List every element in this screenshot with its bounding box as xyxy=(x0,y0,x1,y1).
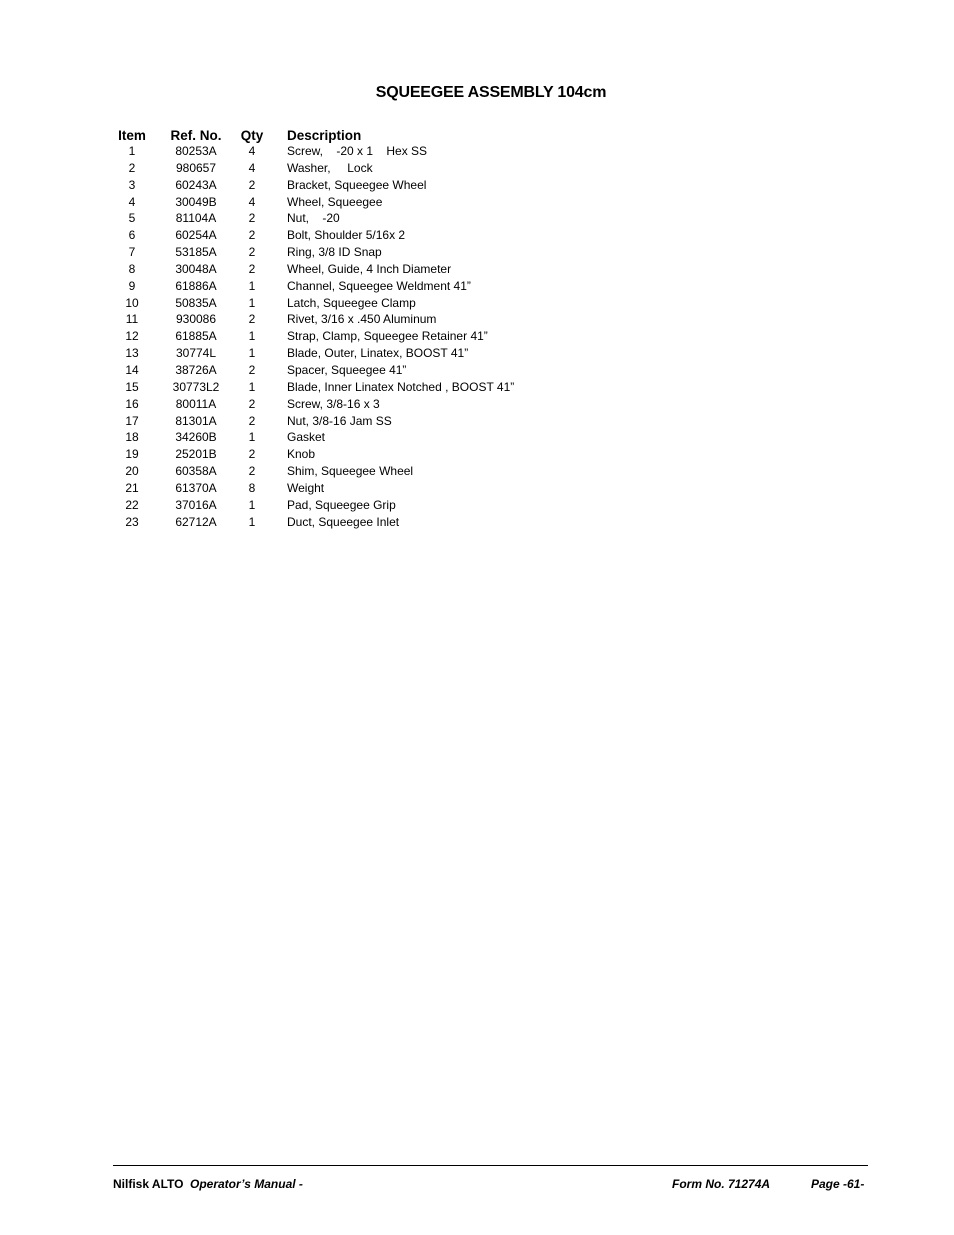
cell-ref-no: 81301A xyxy=(175,413,217,428)
table-row xyxy=(110,514,514,531)
table-row xyxy=(110,396,514,413)
cell-qty: 1 xyxy=(248,430,256,445)
cell-ref-no: 53185A xyxy=(175,245,217,260)
cell-description: Strap, Clamp, Squeegee Retainer 41” xyxy=(287,329,488,344)
cell-item: 13 xyxy=(125,346,139,361)
footer-manual-title: Operator’s Manual - xyxy=(190,1177,303,1191)
footer-page-number: Page -61- xyxy=(811,1177,865,1191)
cell-ref-no: 30048A xyxy=(175,261,217,276)
table-row xyxy=(110,446,514,463)
cell-item: 20 xyxy=(125,464,139,479)
cell-qty: 2 xyxy=(248,396,256,411)
cell-ref-no: 61370A xyxy=(175,480,217,495)
table-row xyxy=(110,413,514,430)
cell-ref-no: 930086 xyxy=(175,312,217,327)
parts-table xyxy=(110,124,514,530)
cell-qty: 4 xyxy=(248,194,256,209)
cell-item: 23 xyxy=(125,514,139,529)
table-row xyxy=(110,160,514,177)
cell-item: 10 xyxy=(125,295,139,310)
cell-ref-no: 80253A xyxy=(175,144,217,158)
cell-item: 5 xyxy=(128,211,136,226)
cell-qty: 1 xyxy=(248,379,256,394)
cell-description: Channel, Squeegee Weldment 41” xyxy=(287,278,471,293)
cell-qty: 1 xyxy=(248,497,256,512)
table-row xyxy=(110,295,514,312)
header-item: Item xyxy=(118,128,146,143)
table-row xyxy=(110,244,514,261)
table-row xyxy=(110,278,514,295)
table-header-row xyxy=(110,124,514,143)
table-row xyxy=(110,177,514,194)
header-description: Description xyxy=(287,128,362,143)
cell-qty: 2 xyxy=(248,261,256,276)
cell-qty: 2 xyxy=(248,312,256,327)
cell-qty: 2 xyxy=(248,464,256,479)
cell-qty: 2 xyxy=(248,211,256,226)
cell-description: Nut, -20 xyxy=(287,211,340,226)
cell-description: Washer, Lock xyxy=(287,160,373,175)
cell-ref-no: 60254A xyxy=(175,228,217,243)
table-row xyxy=(110,362,514,379)
table-row xyxy=(110,345,514,362)
cell-description: Latch, Squeegee Clamp xyxy=(287,295,416,310)
cell-description: Screw, 3/8-16 x 3 xyxy=(287,396,380,411)
cell-qty: 1 xyxy=(248,514,256,529)
table-row xyxy=(110,311,514,328)
cell-description: Knob xyxy=(287,447,316,462)
cell-description: Blade, Inner Linatex Notched , BOOST 41” xyxy=(287,379,515,394)
cell-ref-no: 38726A xyxy=(175,362,217,377)
cell-description: Wheel, Guide, 4 Inch Diameter xyxy=(287,261,452,276)
cell-item: 9 xyxy=(128,278,136,293)
cell-ref-no: 61886A xyxy=(175,278,217,293)
cell-item: 3 xyxy=(128,177,136,192)
table-row xyxy=(110,480,514,497)
cell-item: 22 xyxy=(125,497,139,512)
table-row xyxy=(110,210,514,227)
cell-item: 19 xyxy=(125,447,139,462)
footer-brand: Nilfisk ALTO xyxy=(113,1177,184,1191)
cell-description: Nut, 3/8-16 Jam SS xyxy=(287,413,392,428)
cell-description: Wheel, Squeegee xyxy=(287,194,383,209)
cell-ref-no: 60358A xyxy=(175,464,217,479)
cell-qty: 1 xyxy=(248,278,256,293)
table-row xyxy=(110,328,514,345)
cell-item: 16 xyxy=(125,396,139,411)
cell-ref-no: 30774L xyxy=(175,346,217,361)
cell-qty: 1 xyxy=(248,346,256,361)
cell-item: 2 xyxy=(128,160,136,175)
cell-ref-no: 81104A xyxy=(175,211,217,226)
cell-ref-no: 30773L2 xyxy=(172,379,220,394)
cell-item: 12 xyxy=(125,329,139,344)
page-title: SQUEEGEE ASSEMBLY 104cm xyxy=(375,84,607,101)
cell-item: 14 xyxy=(125,362,139,377)
cell-description: Screw, -20 x 1 Hex SS xyxy=(287,144,428,158)
cell-ref-no: 25201B xyxy=(175,447,217,462)
cell-ref-no: 30049B xyxy=(175,194,217,209)
cell-description: Rivet, 3/16 x .450 Aluminum xyxy=(287,312,437,327)
cell-description: Duct, Squeegee Inlet xyxy=(287,514,400,529)
cell-item: 1 xyxy=(128,144,136,158)
cell-qty: 1 xyxy=(248,329,256,344)
cell-item: 15 xyxy=(125,379,139,394)
cell-ref-no: 62712A xyxy=(175,514,217,529)
cell-qty: 8 xyxy=(248,480,256,495)
cell-qty: 2 xyxy=(248,245,256,260)
cell-qty: 4 xyxy=(248,144,256,158)
header-ref-no: Ref. No. xyxy=(170,128,222,143)
cell-ref-no: 60243A xyxy=(175,177,217,192)
cell-item: 4 xyxy=(128,194,136,209)
cell-ref-no: 80011A xyxy=(175,396,217,411)
cell-description: Bolt, Shoulder 5/16x 2 xyxy=(287,228,406,243)
table-row xyxy=(110,379,514,396)
cell-qty: 4 xyxy=(248,160,256,175)
cell-description: Gasket xyxy=(287,430,326,445)
cell-item: 21 xyxy=(125,480,139,495)
cell-description: Ring, 3/8 ID Snap xyxy=(287,245,382,260)
cell-ref-no: 50835A xyxy=(175,295,217,310)
table-row xyxy=(110,261,514,278)
cell-ref-no: 980657 xyxy=(175,160,217,175)
cell-qty: 2 xyxy=(248,447,256,462)
footer-form-number: Form No. 71274A xyxy=(672,1177,771,1191)
table-row xyxy=(110,194,514,211)
cell-description: Shim, Squeegee Wheel xyxy=(287,464,414,479)
cell-qty: 2 xyxy=(248,413,256,428)
cell-description: Blade, Outer, Linatex, BOOST 41” xyxy=(287,346,469,361)
table-row xyxy=(110,227,514,244)
cell-description: Weight xyxy=(287,480,325,495)
cell-description: Spacer, Squeegee 41” xyxy=(287,362,407,377)
cell-qty: 2 xyxy=(248,177,256,192)
footer-divider xyxy=(113,1165,868,1166)
cell-qty: 1 xyxy=(248,295,256,310)
cell-description: Pad, Squeegee Grip xyxy=(287,497,396,512)
table-row xyxy=(110,429,514,446)
cell-item: 6 xyxy=(128,228,136,243)
cell-description: Bracket, Squeegee Wheel xyxy=(287,177,427,192)
cell-item: 8 xyxy=(128,261,136,276)
cell-item: 17 xyxy=(125,413,139,428)
cell-qty: 2 xyxy=(248,228,256,243)
table-row xyxy=(110,463,514,480)
cell-ref-no: 37016A xyxy=(175,497,217,512)
cell-ref-no: 61885A xyxy=(175,329,217,344)
table-row xyxy=(110,143,514,160)
cell-item: 11 xyxy=(125,312,139,327)
cell-item: 18 xyxy=(125,430,139,445)
header-qty: Qty xyxy=(240,128,264,143)
cell-qty: 2 xyxy=(248,362,256,377)
cell-item: 7 xyxy=(128,245,136,260)
cell-ref-no: 34260B xyxy=(175,430,217,445)
table-row xyxy=(110,497,514,514)
